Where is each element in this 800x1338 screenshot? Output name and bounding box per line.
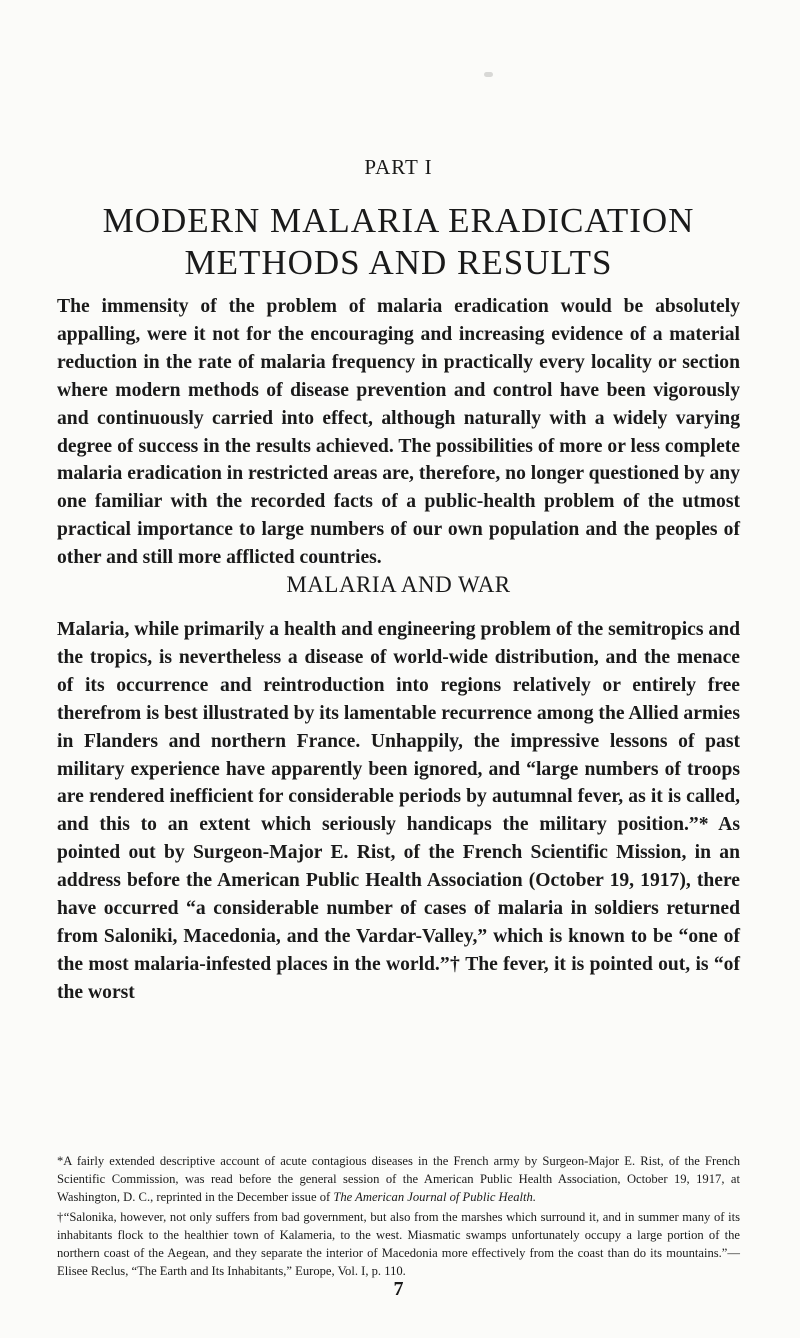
footnote-asterisk-text: *A fairly extended descriptive account of acute contagious diseases in the French army by Surgeon-Major E. Rist, of the French Scientific Commission, was read before the general session of the American Public Health Association, October 19, 1917, at Washington, D. C., reprinted in the December issue of bbox=[57, 1154, 740, 1204]
chapter-title bbox=[37, 200, 760, 284]
section-heading: MALARIA AND WAR bbox=[286, 572, 511, 597]
intro-paragraph: The immensity of the problem of malaria eradication would be absolutely appalling, were it not for the encouraging and increasing evidence of a material reduction in the rate of malaria frequency in practically every locality or section where modern methods of disease prevention and control have been vigorously and continuously carried into effect, although naturally with a widely varying degree of success in the results achieved. The possibilities of more or less complete malaria eradication in restricted areas are, therefore, no longer questioned by any one familiar with the recorded facts of a public-health problem of the utmost practical importance to large numbers of our own population and the peoples of other and still more afflicted countries. bbox=[57, 296, 740, 569]
chapter-title-line-1: MODERN MALARIA ERADICATION bbox=[102, 201, 695, 240]
chapter-title-line-2: METHODS AND RESULTS bbox=[184, 243, 613, 282]
page-number: 7 bbox=[393, 1278, 404, 1300]
footnote-asterisk bbox=[57, 1152, 740, 1206]
footnote-dagger: †“Salonika, however, not only suffers from bad government, but also from the marshes which surround it, and in summer many of its inhabitants flock to the healthier town of Kalameria, to the west. Miasmatic swamps unfortunately occupy a large portion of the northern coast of the Aegean, and they separate the interior of Macedonia more effectively from the coast than do its mountains.”—Elisee Reclus, “The Earth and Its Inhabitants,” Europe, Vol. I, p. 110. bbox=[57, 1210, 740, 1278]
footnote-journal-title: The American Journal of Public Health. bbox=[333, 1190, 536, 1204]
ink-speck bbox=[484, 72, 493, 77]
part-label: PART I bbox=[364, 155, 433, 179]
malaria-and-war-paragraph: Malaria, while primarily a health and engineering problem of the semitropics and the tropics, is nevertheless a disease of world-wide distribution, and the menace of its occurrence and reintroduction into regions relatively or entirely free therefrom is best illustrated by its lamentable recurrence among the Allied armies in Flanders and northern France. Unhappily, the impressive lessons of past military experience have apparently been ignored, and “large numbers of troops are rendered inefficient for considerable periods by autumnal fever, as it is called, and this to an extent which seriously handicaps the military position.”* As pointed out by Surgeon-Major E. Rist, of the French Scientific Mission, in an address before the American Public Health Association (October 19, 1917), there have occurred “a considerable number of cases of malaria in soldiers returned from Saloniki, Macedonia, and the Vardar-Valley,” which is known to be “one of the most malaria-infested places in the world.”† The fever, it is pointed out, is “of the worst bbox=[57, 619, 740, 1003]
footnotes bbox=[57, 1152, 740, 1280]
